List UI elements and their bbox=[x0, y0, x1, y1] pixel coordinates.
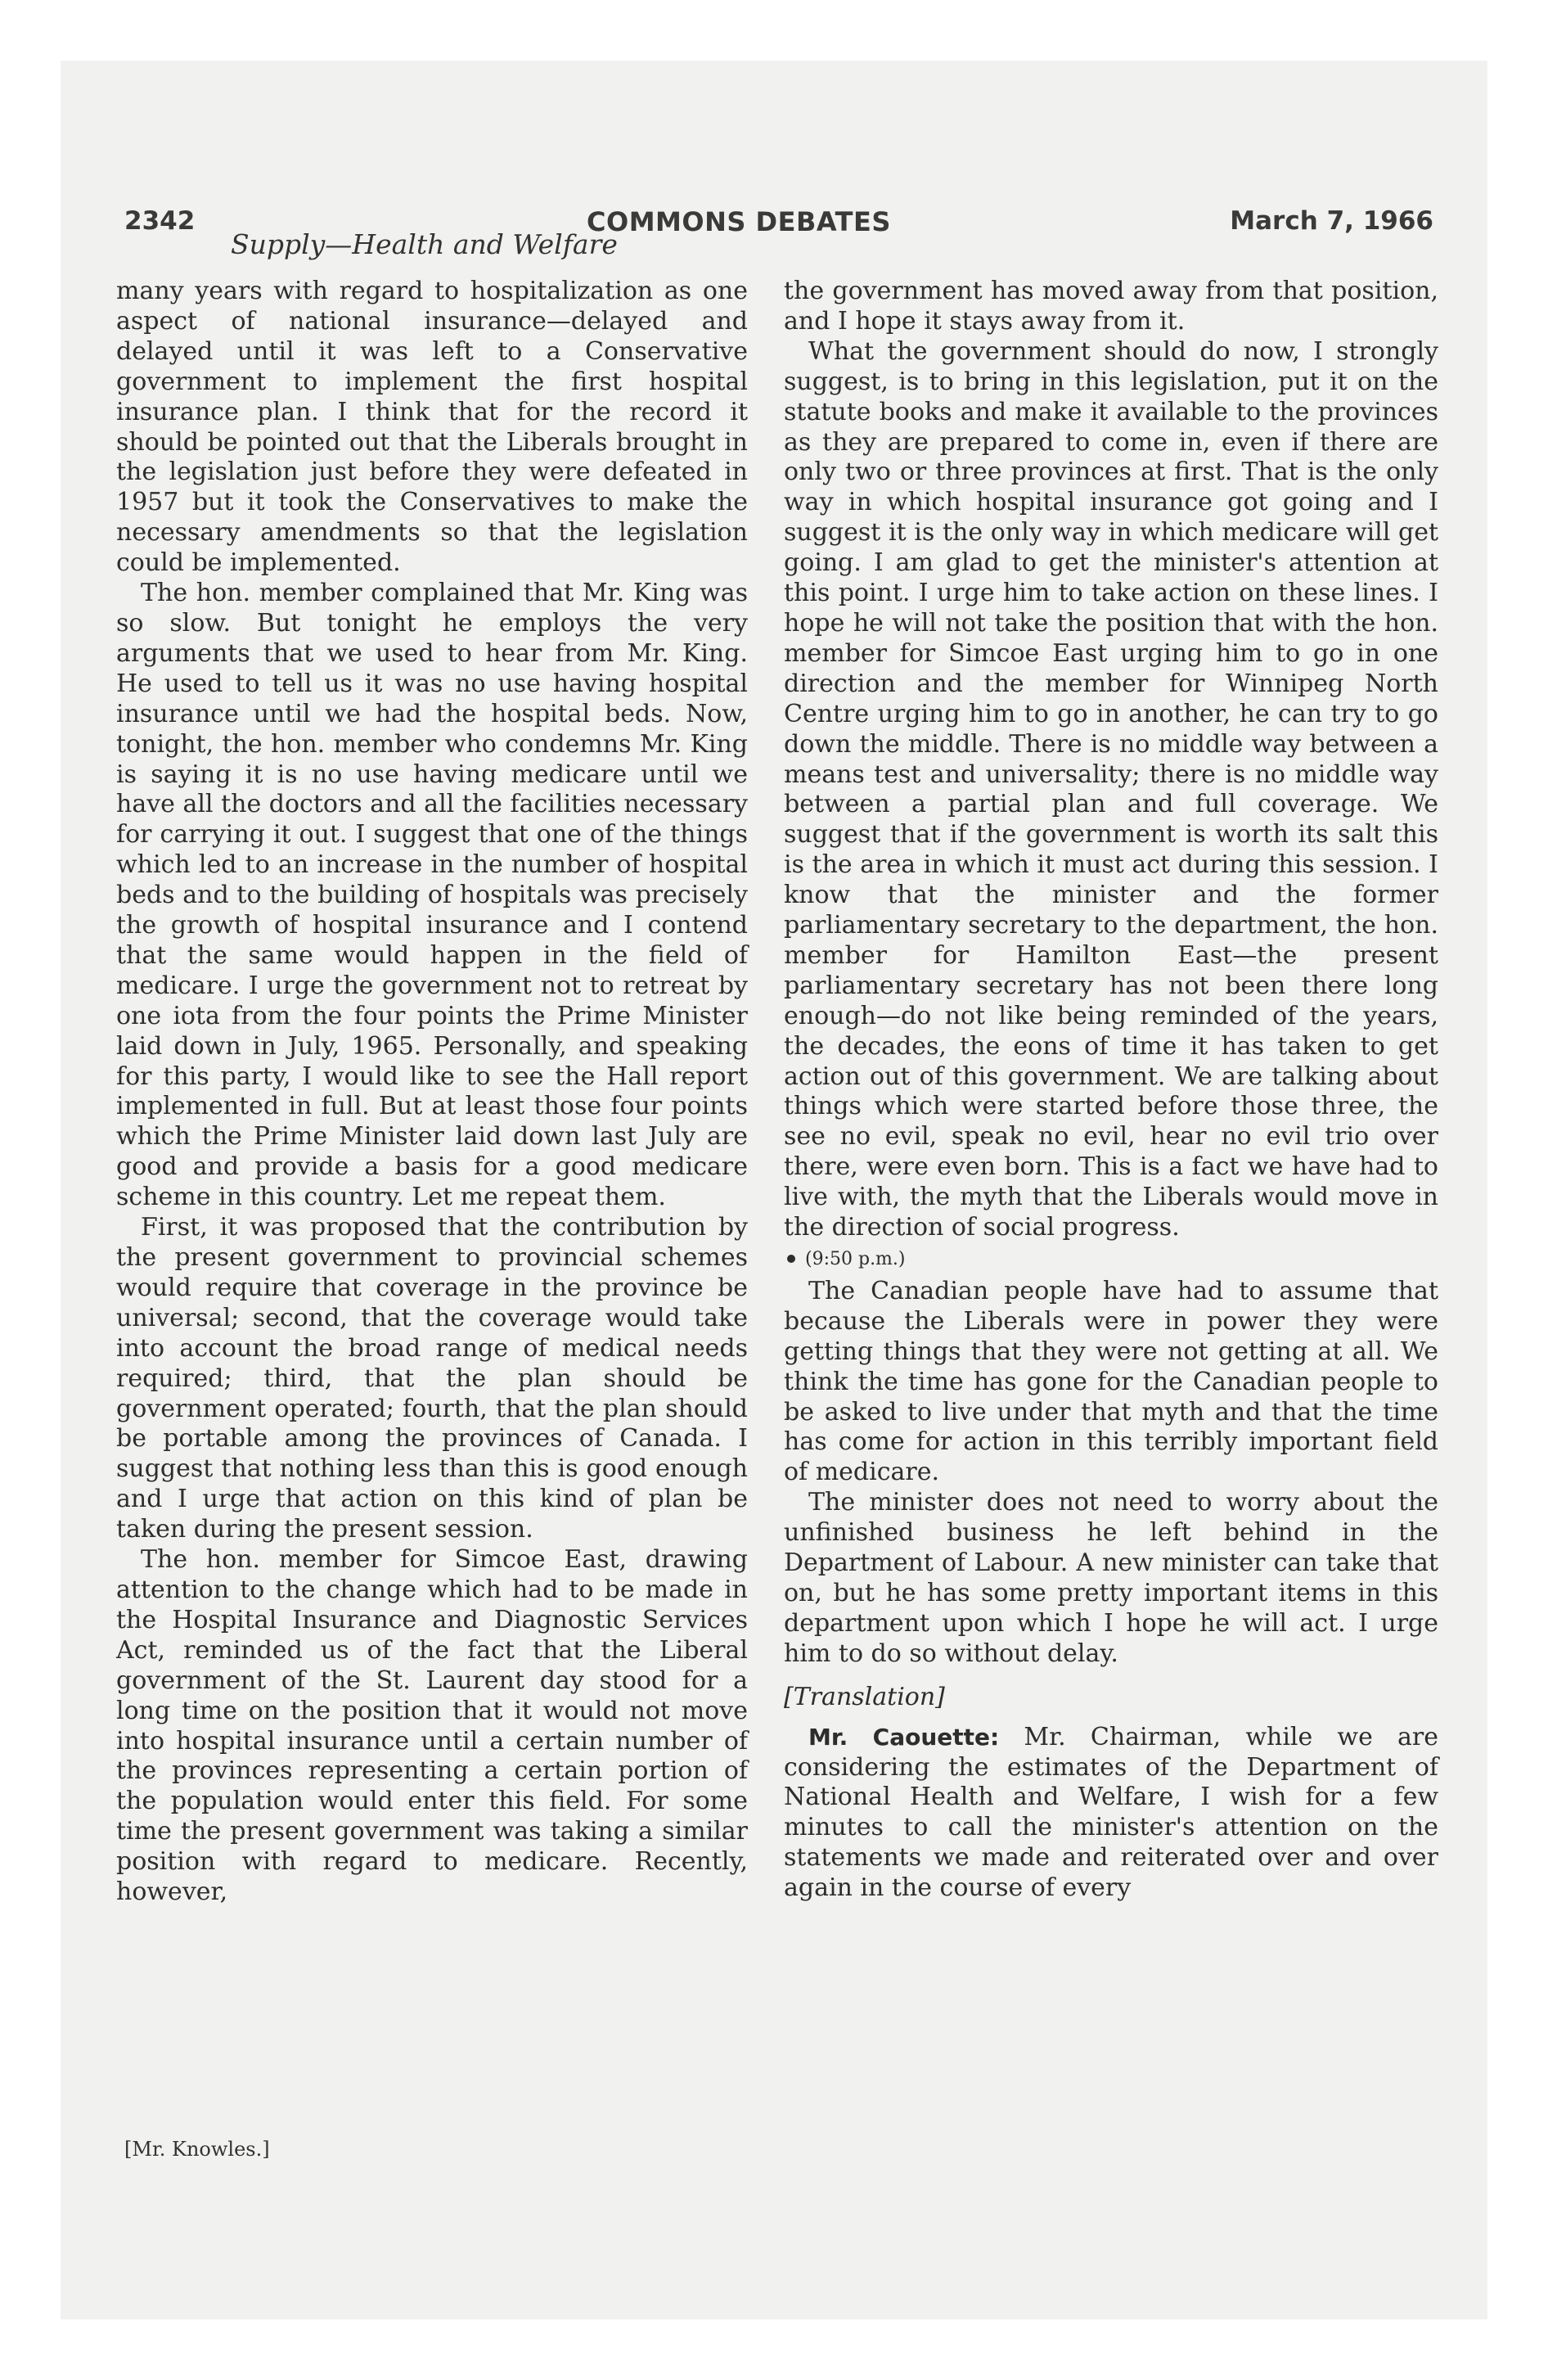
time-marker bbox=[784, 1245, 1438, 1275]
right-column bbox=[784, 277, 1438, 1904]
paragraph: The Canadian people have had to assume that because the Liberals were in power they were getting things that they were not getting at all. We think the time has gone for the Canadian people to be asked to live under that myth and that the time has come for action in this terribly important field of medicare. bbox=[784, 1276, 1438, 1487]
debate-date: March 7, 1966 bbox=[1230, 206, 1433, 236]
paragraph: many years with regard to hospitalization as one aspect of national insurance—delayed and delayed until it was left to a Conservative government to implement the first hospital insurance plan. I think that for the record it should be pointed out that the Liberals brought in the legislation just before they were defeated in 1957 but it took the Conservatives to make the necessary amendments so that the legislation could be implemented. bbox=[116, 277, 748, 578]
paragraph: The hon. member complained that Mr. King was so slow. But tonight he employs the very arguments that we used to hear from Mr. King. He used to tell us it was no use having hospital insurance until we had the hospital beds. Now, tonight, the hon. member who condemns Mr. King is saying it is no use having medicare until we have all the doctors and all the facilities necessary for carrying it out. I suggest that one of the things which led to an increase in the number of hospital beds and to the building of hospitals was precisely the growth of hospital insurance and I contend that the same would happen in the field of medicare. I urge the government not to retreat by one iota from the four points the Prime Minister laid down in July, 1965. Personally, and speaking for this party, I would like to see the Hall report implemented in full. But at least those four points which the Prime Minister laid down last July are good and provide a basis for a good medicare scheme in this country. Let me repeat them. bbox=[116, 579, 748, 1212]
section-subheading: Supply—Health and Welfare bbox=[231, 228, 618, 260]
paragraph: What the government should do now, I strongly suggest, is to bring in this legislation, put it on the statute books and make it available to the provinces as they are prepared to come in, even if there are only two or three provinces at first. That is the only way in which hospital insurance got going and I suggest it is the only way in which medicare will get going. I am glad to get the minister's attention at this point. I urge him to take action on these lines. I hope he will not take the position that with the hon. member for Simcoe East urging him to go in one direction and the member for Winnipeg North Centre urging him to go in another, he can try to go down the middle. There is no middle way between a means test and universality; there is no middle way between a partial plan and full coverage. We suggest that if the government is worth its salt this is the area in which it must act during this session. I know that the minister and the former parliamentary secretary to the department, the hon. member for Hamilton East—the present parliamentary secretary has not been there long enough—do not like being reminded of the years, the decades, the eons of time it has taken to get action out of this government. We are talking about things which were started before those three, the see no evil, speak no evil, hear no evil trio over there, were even born. This is a fact we have had to live with, the myth that the Liberals would move in the direction of social progress. bbox=[784, 336, 1438, 1242]
paragraph: The hon. member for Simcoe East, drawing attention to the change which had to be made in the Hospital Insurance and Diagnostic Services Act, reminded us of the fact that the Liberal government of the St. Laurent day stood for a long time on the position that it would not move into hospital insurance until a certain number of the provinces representing a certain portion of the population would enter this field. For some time the present government was taking a similar position with regard to medicare. Recently, however, bbox=[116, 1545, 748, 1907]
left-column bbox=[116, 277, 748, 1908]
translation-note: [Translation] bbox=[784, 1682, 945, 1711]
paragraph: the government has moved away from that position, and I hope it stays away from it. bbox=[784, 277, 1438, 336]
paragraph: The minister does not need to worry about the unfinished business he left behind in the Department of Labour. A new minister can take that on, but he has some pretty important items in this department upon which I hope he will act. I urge him to do so without delay. bbox=[784, 1488, 1438, 1668]
speaker-text: Mr. Chairman, while we are considering the estimates of the Department of National Health and Welfare, I wish for a few minutes to call the minister's attention on the statements we made and reiterated over and over again in the course of every bbox=[784, 1722, 1438, 1903]
page-footer: [Mr. Knowles.] bbox=[124, 2138, 270, 2161]
publication-title: COMMONS DEBATES bbox=[587, 206, 891, 237]
time-marker-text: (9:50 p.m.) bbox=[805, 1249, 906, 1269]
speaker-name: Mr. Caouette: bbox=[808, 1723, 1000, 1751]
speaker-paragraph bbox=[784, 1723, 1438, 1904]
page-number: 2342 bbox=[124, 206, 196, 236]
bullet-icon bbox=[787, 1255, 795, 1263]
paragraph: First, it was proposed that the contribution by the present government to provincial schemes would require that coverage in the province be universal; second, that the coverage would take into account the broad range of medical needs required; third, that the plan should be government operated; fourth, that the plan should be portable among the provinces of Canada. I suggest that nothing less than this is good enough and I urge that action on this kind of plan be taken during the present session. bbox=[116, 1213, 748, 1544]
